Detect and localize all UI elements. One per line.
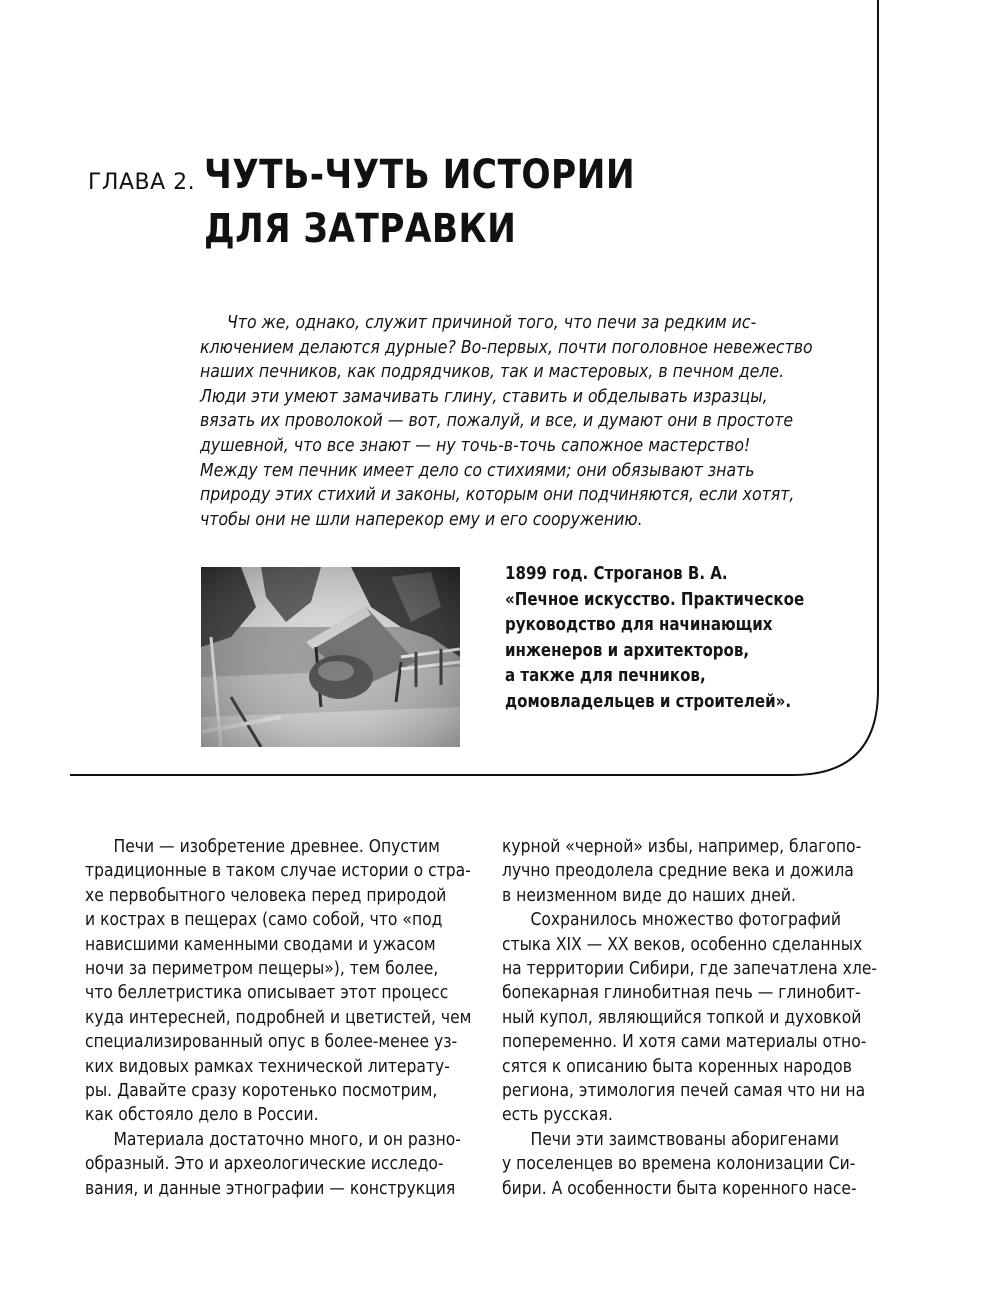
source-line: 1899 год. Строганов В. А. [505,564,728,584]
body-line: Сохранилось множество фотографий [530,910,842,931]
chapter-label: ГЛАВА 2. [88,170,196,195]
chapter-title-line: ЧУТЬ-ЧУТЬ ИСТОРИИ [204,152,636,198]
body-line: ры. Давайте сразу коротенько посмотрим, [85,1081,438,1102]
body-column-left [85,835,472,1201]
source-line: инженеров и архитекторов, [505,640,750,661]
body-line: ный купол, являющийся топкой и духовкой [502,1007,862,1028]
body-line: курной «черной» избы, например, благопо- [502,837,862,857]
body-line: у поселенцев во времена колонизации Си- [502,1154,856,1175]
epigraph-line: Что же, однако, служит причиной того, что печи за редким ис- [227,313,757,333]
body-line: нависшими каменными сводами и ужасом [85,934,436,955]
body-line: ночи за периметром пещеры»), тем более, [85,959,439,980]
body-line: на территории Сибири, где запечатлена хле- [502,959,878,980]
epigraph-line: Люди эти умеют замачивать глину, ставить и обделывать изразцы, [200,386,768,407]
chapter-title-line: ДЛЯ ЗАТРАВКИ [204,206,517,252]
body-line: в неизменном виде до наших дней. [502,885,796,906]
body-line: стыка XIX — XX веков, особенно сделанных [502,934,863,955]
body-column-right [502,835,882,1201]
source-line: «Печное искусство. Практическое [505,589,805,610]
source-line: а также для печников, [505,666,706,686]
body-line: хе первобытного человека перед природой [85,885,447,906]
body-line: лучно преодолела средние века и дожила [502,861,854,882]
epigraph-line: природу этих стихий и законы, которым они подчиняются, если хотят, [200,485,795,506]
body-line: образный. Это и археологические исследо- [85,1154,444,1175]
body-line: традиционные в таком случае истории о стра- [85,861,471,882]
body-line: есть русская. [502,1105,613,1126]
epigraph-line: наших печников, как подрядчиков, так и мастеровых, в печном деле. [200,362,785,383]
body-line: Печи — изобретение древнее. Опустим [113,837,440,857]
epigraph-line: вязать их проволокой — вот, пожалуй, и все, и думают они в простоте [200,411,794,432]
body-line: Материала достаточно много, и он разно- [113,1129,461,1150]
body-line: что беллетристика описывает этот процесс [85,983,449,1004]
epigraph-line: ключением делаются дурные? Во-первых, почти поголовное невежество [200,337,813,358]
body-line: региона, этимология печей самая что ни на [502,1081,866,1102]
body-line: ких видовых рамках технической литерату- [85,1056,450,1077]
epigraph-quote [200,311,820,532]
epigraph-line: душевной, что все знают — ну точь-в-точь сапожное мастерство! [200,435,751,456]
source-line: руководство для начинающих [505,615,773,635]
chapter-title [204,148,754,256]
historical-oven-photo [201,567,460,747]
epigraph-line: Между тем печник имеет дело со стихиями; они обязывают знать [200,460,755,481]
body-line: бопекарная глинобитная печь — глинобит- [502,983,861,1004]
body-line: куда интересней, подробней и цветистей, чем [85,1007,472,1028]
body-line: бири. А особенности быта коренного насе- [502,1178,857,1199]
body-line: специализированный опус в более-менее уз- [85,1032,458,1053]
body-line: как обстояло дело в России. [85,1105,319,1126]
body-line: попеременно. И хотя сами материалы отно- [502,1032,867,1053]
body-line: и кострах в пещерах (само собой, что «под [85,910,443,931]
body-line: сятся к описанию быта коренных народов [502,1056,852,1077]
body-line: Печи эти заимствованы аборигенами [530,1129,840,1150]
epigraph-line: чтобы они не шли наперекор ему и его сооружению. [200,509,643,530]
body-line: вания, и данные этнографии — конструкция [85,1178,456,1199]
source-line: домовладельцев и строителей». [505,691,792,712]
epigraph-source [505,562,845,715]
